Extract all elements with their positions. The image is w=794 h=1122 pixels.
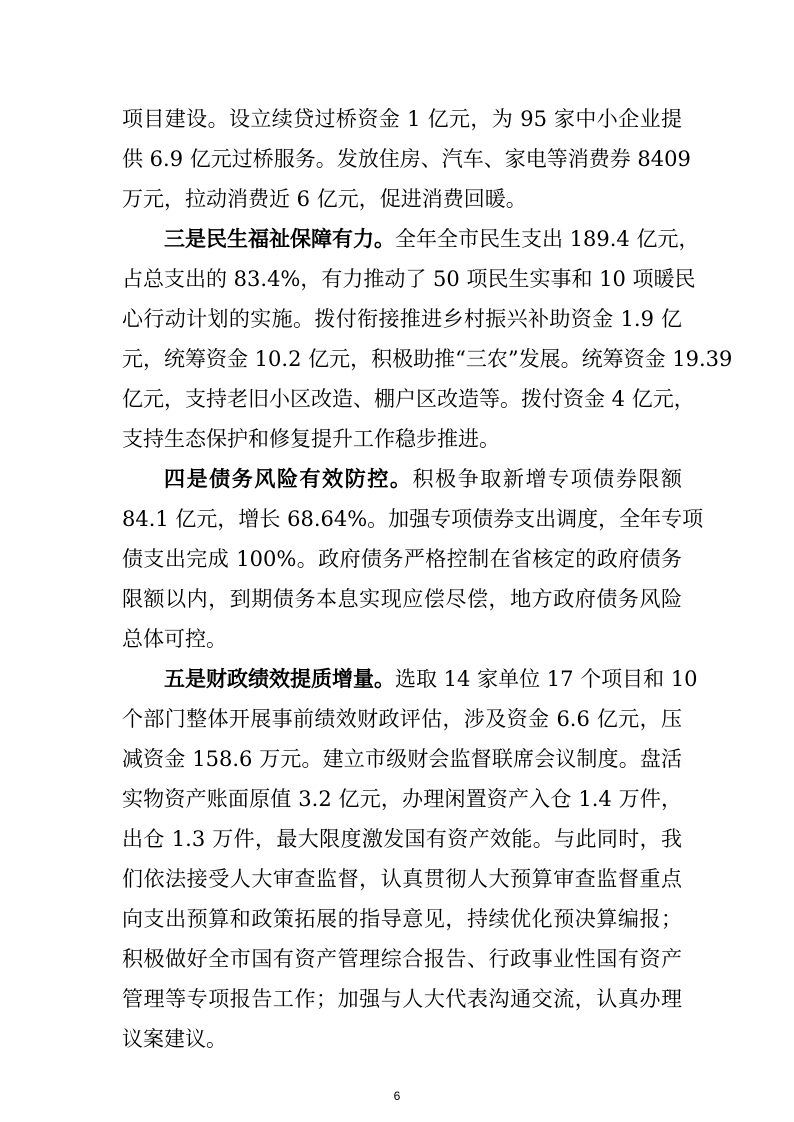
paragraph-text: 全年全市民生支出 189.4 亿元，: [395, 227, 700, 251]
paragraph-line: 债支出完成 100%。政府债务严格控制在省核定的政府债务: [122, 547, 682, 571]
paragraph-line: 减资金 158.6 万元。建立市级财会监督联席会议制度。盘活: [122, 747, 682, 771]
paragraph-line: 们依法接受人大审查监督，认真贯彻人大预算审查监督重点: [122, 867, 682, 891]
paragraph-line: 供 6.9 亿元过桥服务。发放住房、汽车、家电等消费券 8409: [122, 147, 691, 171]
paragraph-first-line: [164, 226, 700, 251]
paragraph-line: 实物资产账面原值 3.2 亿元，办理闲置资产入仓 1.4 万件，: [122, 787, 682, 811]
page-number: 6: [393, 1089, 401, 1103]
paragraph-heading: 五是财政绩效提质增量。: [164, 666, 395, 691]
paragraph-line: 占总支出的 83.4%，有力推动了 50 项民生实事和 10 项暖民: [122, 267, 696, 291]
paragraph-text: 选取 14 家单位 17 个项目和 10: [395, 667, 698, 691]
paragraph-line: 限额以内，到期债务本息实现应偿尽偿，地方政府债务风险: [122, 587, 682, 611]
paragraph-line: 元，统筹资金 10.2 亿元，积极助推“三农”发展。统筹资金 19.39: [122, 347, 733, 371]
paragraph-line: 积极做好全市国有资产管理综合报告、行政事业性国有资产: [122, 947, 682, 971]
paragraph-line: 心行动计划的实施。拨付衔接推进乡村振兴补助资金 1.9 亿: [122, 307, 682, 331]
paragraph-line: 支持生态保护和修复提升工作稳步推进。: [122, 427, 500, 451]
paragraph-line: 总体可控。: [122, 627, 227, 651]
paragraph-first-line: [164, 467, 682, 491]
paragraph-line: 个部门整体开展事前绩效财政评估，涉及资金 6.6 亿元，压: [122, 707, 682, 731]
paragraph-line: 出仓 1.3 万件，最大限度激发国有资产效能。与此同时，我: [122, 827, 682, 851]
paragraph-line: 万元，拉动消费近 6 亿元，促进消费回暖。: [122, 187, 527, 211]
paragraph-heading: 三是民生福祉保障有力。: [164, 226, 395, 251]
paragraph-first-line: [164, 666, 698, 691]
paragraph-text: 积极争取新增专项债券限额: [412, 467, 682, 491]
paragraph-line: 议案建议。: [122, 1027, 227, 1051]
paragraph-line: 项目建设。设立续贷过桥资金 1 亿元，为 95 家中小企业提: [122, 107, 682, 131]
paragraph-line: 向支出预算和政策拓展的指导意见，持续优化预决算编报；: [122, 907, 682, 931]
paragraph-line: 管理等专项报告工作；加强与人大代表沟通交流，认真办理: [122, 987, 682, 1011]
paragraph-line: 84.1 亿元，增长 68.64%。加强专项债券支出调度，全年专项: [122, 507, 704, 531]
paragraph-heading: 四是债务风险有效防控。: [164, 466, 413, 491]
paragraph-line: 亿元，支持老旧小区改造、棚户区改造等。拨付资金 4 亿元，: [122, 387, 695, 411]
